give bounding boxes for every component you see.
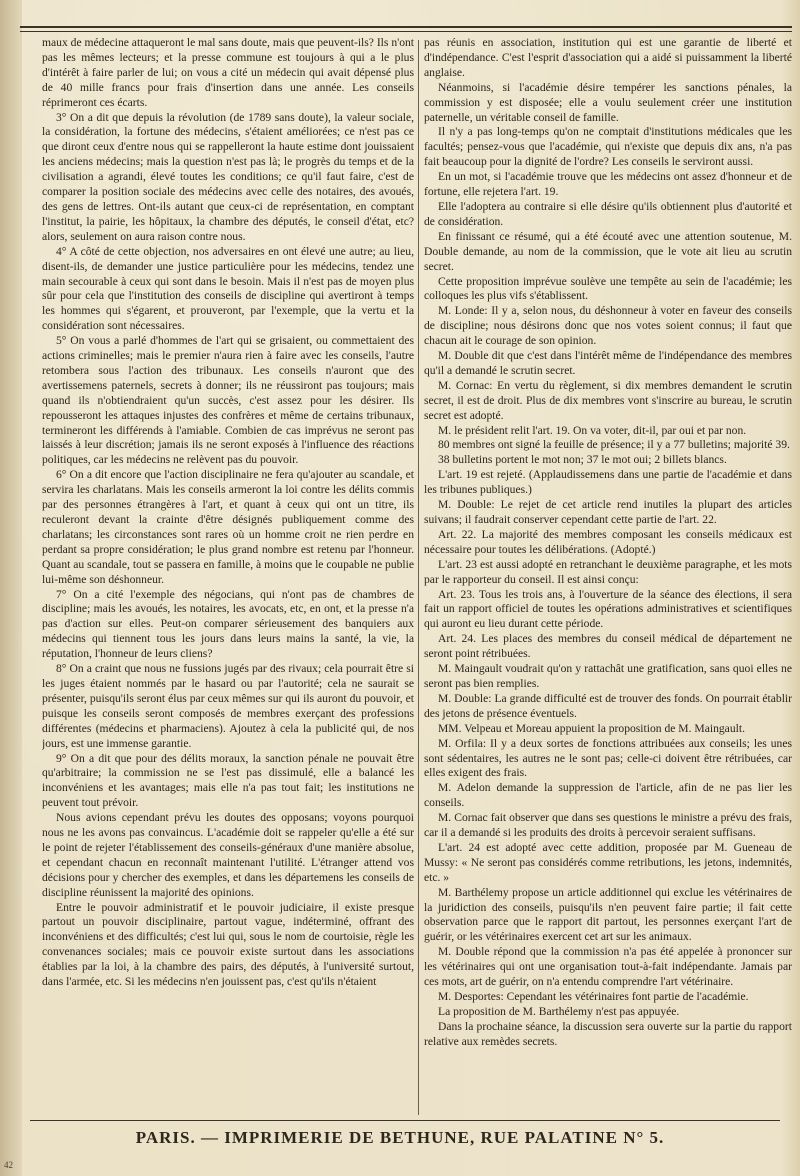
paragraph: MM. Velpeau et Moreau appuient la proposition de M. Maingault. xyxy=(438,721,745,735)
left-column xyxy=(42,36,414,1116)
paragraph: Art. 24. Les places des membres du conseil médical de département ne seront point rétribuées. xyxy=(424,632,792,661)
binding-gutter xyxy=(0,0,22,1176)
paragraph: 9° On a dit que pour des délits moraux, la sanction pénale ne pouvait être qu'arbitraire; la commission ne se l'est pas dissimulé, elle a balancé les inconvéniens et les avantages; mais elle n'a pas tout fait; les institutions ne peuvent tout prévoir. xyxy=(42,751,414,810)
paragraph: maux de médecine attaqueront le mal sans doute, mais que peuvent-ils? Ils n'ont pas les mêmes lecteurs; et la presse commune est toujours à qui a le plus d'intérêt à faire parler de lui; on vous a cité un médecin qui avait dépensé plus de 40 mille francs pour frais d'insertion dans une année. Les conseils réprimeront ces écarts. xyxy=(42,36,414,109)
paragraph: M. Barthélemy propose un article additionnel qui exclue les vétérinaires de la juridiction des conseils, puisqu'ils n'en peuvent faire partie; il fait cette observation parce que le rapport dit partout, les personnes exerçant l'art de guérir, or les vétérinaires exercent cet art sur les animaux. xyxy=(424,885,792,944)
paragraph: La proposition de M. Barthélemy n'est pas appuyée. xyxy=(438,1004,680,1018)
paragraph: Art. 23. Tous les trois ans, à l'ouverture de la séance des élections, il sera fait un rapport officiel de toutes les opérations administratives et scientifiques qui auront eu lieu durant cette période. xyxy=(424,587,792,631)
paragraph: Elle l'adoptera au contraire si elle désire qu'ils obtiennent plus d'autorité et de considération. xyxy=(424,199,792,228)
printer-imprint: PARIS. — IMPRIMERIE DE BETHUNE, RUE PALATINE N° 5. xyxy=(135,1128,665,1147)
paragraph: 5° On vous a parlé d'hommes de l'art qui se grisaient, ou commettaient des actions criminelles; mais le premier n'aura rien à faire avec les conseils, l'autre retombera sous l'action des tribunaux. Les conseils n'auront que des avertissemens paternels, secrets à donner; ils ne réussiront pas toujours; mais quand ils n'obtiendraient qu'un succès, c'est assez pour les désirer. Ils repousseront les attaques injustes des confrères et même de certains tribunaux, termineront les différends à l'amiable. Combien de cas imprévus ne seront pas laissés à leur discrétion; jamais ils ne seront exposés à l'influence des réactions politiques, car les médecins ne relèvent pas du pouvoir. xyxy=(42,334,414,467)
paragraph: M. Londe: Il y a, selon nous, du déshonneur à voter en faveur des conseils de discipline; nous désirons donc que nos votes soient connus; il faut que chacun ait le courage de son opinion. xyxy=(424,304,792,348)
paragraph: M. Cornac fait observer que dans ses questions le ministre a prévu des frais, car il a demandé si les produits des droits à percevoir seraient suffisans. xyxy=(424,811,792,840)
paragraph: Dans la prochaine séance, la discussion sera ouverte sur la partie du rapport relative aux remèdes secrets. xyxy=(424,1019,792,1048)
footer-rule xyxy=(30,1120,780,1121)
paragraph: M. Double: La grande difficulté est de trouver des fonds. On pourrait établir des jetons de présence éventuels. xyxy=(424,691,792,720)
paragraph: M. Desportes: Cependant les vétérinaires font partie de l'académie. xyxy=(438,990,749,1003)
paragraph: Il n'y a pas long-temps qu'on ne comptait d'institutions médicales que les facultés; pensez-vous que l'académie, qui n'existe que depuis dix ans, n'a pas fait beaucoup pour la dignité de l'ordre? Les conseils le serviront aussi. xyxy=(424,125,792,169)
paragraph: M. le président relit l'art. 19. On va voter, dit-il, par oui et par non. xyxy=(438,423,747,437)
paragraph: En un mot, si l'académie trouve que les médecins ont assez d'honneur et de fortune, elle rejetera l'art. 19. xyxy=(424,170,792,199)
paragraph: En finissant ce résumé, qui a été écouté avec une attention soutenue, M. Double demande, au nom de la commission, que le vote ait lieu au scrutin secret. xyxy=(424,229,792,273)
paragraph: pas réunis en association, institution qui est une garantie de liberté et d'indépendance. C'est l'esprit d'association qui a aidé si puissamment la liberté anglaise. xyxy=(424,36,792,79)
paragraph: 4° A côté de cette objection, nos adversaires en ont élevé une autre; au lieu, disent-ils, de demander une justice particulière pour les médecins, tendez une main secourable à ceux qui sont dans le besoin. Mais il n'est pas de moyen plus sûr pour cela que l'institution des conseils de discipline qui avertiront à temps les hommes qui s'égarent, et prouveront, par l'exemple, que la vertu et la considération sont nécessaires. xyxy=(42,244,414,333)
paragraph: M. Adelon demande la suppression de l'article, afin de ne pas lier les conseils. xyxy=(424,781,792,810)
paragraph: Cette proposition imprévue soulève une tempête au sein de l'académie; les colloques les plus vifs s'établissent. xyxy=(424,274,792,303)
paragraph: Entre le pouvoir administratif et le pouvoir judiciaire, il existe presque partout un pouvoir disciplinaire, partout vague, indéterminé, offrant des inconvéniens et des difficultés; c'est lui qui, sous le nom de courtoisie, règle les convenances sociales; mais ce pouvoir existe surtout dans les associations établies par la loi, à la chambre des pairs, des députés, à l'université surtout, dans l'armée, etc. Si les médecins n'en jouissent pas, c'est qu'ils n'étaient xyxy=(42,900,414,989)
paragraph: 7° On a cité l'exemple des négocians, qui n'ont pas de chambres de discipline; mais les avoués, les notaires, les avocats, etc, en ont, et la presse n'a pas d'action sur elles. Peut-on comparer sérieusement des banquiers aux médecins qui tiennent tous les jours dans leurs mains la santé, la vie, la réputation, l'honneur de leurs cliens? xyxy=(42,587,414,661)
paragraph: M. Double dit que c'est dans l'intérêt même de l'indépendance des membres qu'il a demandé le scrutin secret. xyxy=(424,349,792,377)
paragraph: 38 bulletins portent le mot non; 37 le mot oui; 2 billets blancs. xyxy=(438,453,727,467)
paragraph: L'art. 24 est adopté avec cette addition, proposée par M. Gueneau de Mussy: « Ne seront pas considérés comme retributions, les jetons, indemnités, etc. » xyxy=(424,840,792,884)
paragraph: M. Maingault voudrait qu'on y rattachât une gratification, sans quoi elles ne seront pas bien remplies. xyxy=(424,662,792,690)
paragraph: L'art. 23 est aussi adopté en retranchant le deuxième paragraphe, et les mots par le rapporteur du conseil. Il est ainsi conçu: xyxy=(424,557,792,586)
top-rule xyxy=(20,26,792,32)
paragraph: Néanmoins, si l'académie désire tempérer les sanctions pénales, la commission y est disposée; elle a voulu seulement créer une institution paternelle, un véritable conseil de famille. xyxy=(424,80,792,124)
right-column xyxy=(424,36,792,1116)
paragraph: 6° On a dit encore que l'action disciplinaire ne fera qu'ajouter au scandale, et servira les charlatans. Mais les conseils armeront la loi contre les délits commis par des personnes étrangères à l'art, et quant à ceux qui ont un titre, ils reculeront devant la crainte d'être désignés publiquement comme des charlatans; les circonstances sont rares où un homme croit ne rien perdre en perdant sa propre considération; le plus grand nombre est retenu par l'honneur. Quant au scandale, tout se passera en famille, à moins que le coupable ne publie lui-même son déshonneur. xyxy=(42,468,414,586)
paragraph: M. Double: Le rejet de cet article rend inutiles la plupart des articles suivans; il faudrait conserver cependant cette partie de l'art. 22. xyxy=(424,498,792,526)
paragraph: M. Cornac: En vertu du règlement, si dix membres demandent le scrutin secret, il est de droit. Plus de dix membres vont s'inscrire au bureau, le scrutin secret est adopté. xyxy=(424,378,792,422)
paragraph: 8° On a craint que nous ne fussions jugés par des rivaux; cela pourrait être si les juges étaient nommés par le hasard ou par l'autorité; cela ne saurait se présenter, puisqu'ils seront élus par ceux mêmes sur qui ils auront du pouvoir, et puisque les conseils seront composés de membres exerçant des professions différentes (médecins et pharmaciens). Ajoutez à cela la publicité qui, de nos jours, est une immense garantie. xyxy=(42,662,414,750)
column-divider xyxy=(418,40,419,1115)
paragraph: L'art. 19 est rejeté. (Applaudissemens dans une partie de l'académie et dans les tribunes publiques.) xyxy=(424,468,792,497)
corner-mark: 42 xyxy=(4,1160,13,1170)
paragraph: M. Double répond que la commission n'a pas été appelée à prononcer sur les vétérinaires qui ont une organisation tout-à-fait indépendante. Jamais par ces mots, art de guérir, on n'a entendu comprendre l'art vétérinaire. xyxy=(424,945,792,989)
paragraph: 80 membres ont signé la feuille de présence; il y a 77 bulletins; majorité 39. xyxy=(438,438,790,452)
paragraph: 3° On a dit que depuis la révolution (de 1789 sans doute), la valeur sociale, la considération, la fortune des médecins, s'étaient améliorées; ce n'est pas ce que diront ceux d'entre nous qui se rappelleront la haute estime dont jouissaient les anciens médecins; mais la question n'est pas là; le progrès du temps et de la civilisation a agrandi, élevé toutes les conditions; ce qu'il faut faire, c'est de comparer la position sociale des médecins avec celle des notaires, des avoués, des gens de lettres. Ont-ils autant que ceux-ci de représentation, en comptant l'institut, la pairie, les hôpitaux, la chambre des députés, le conseil d'état, etc? alors, seulement on aura raison contre nous. xyxy=(42,110,414,243)
paragraph: Art. 22. La majorité des membres composant les conseils médicaux est nécessaire pour toutes les délibérations. (Adopté.) xyxy=(424,527,792,556)
paragraph: M. Orfila: Il y a deux sortes de fonctions attribuées aux conseils; les unes sont sédentaires, les autres ne le sont pas; celle-ci doivent être rétribuées, car elles exigent des frais. xyxy=(424,736,792,780)
paragraph: Nous avions cependant prévu les doutes des opposans; voyons pourquoi nous ne les avons pas convaincus. L'académie doit se rappeler qu'elle a été sur le point de rejeter l'établissement des conseils-généraux d'une manière absolue, et cependant chacun en reconnaît maintenant l'utilité. L'étranger attend vos décisions pour y chercher des exemples, et dans les départemens les conseils de discipline réunissent la majorité des opinions. xyxy=(42,811,414,899)
